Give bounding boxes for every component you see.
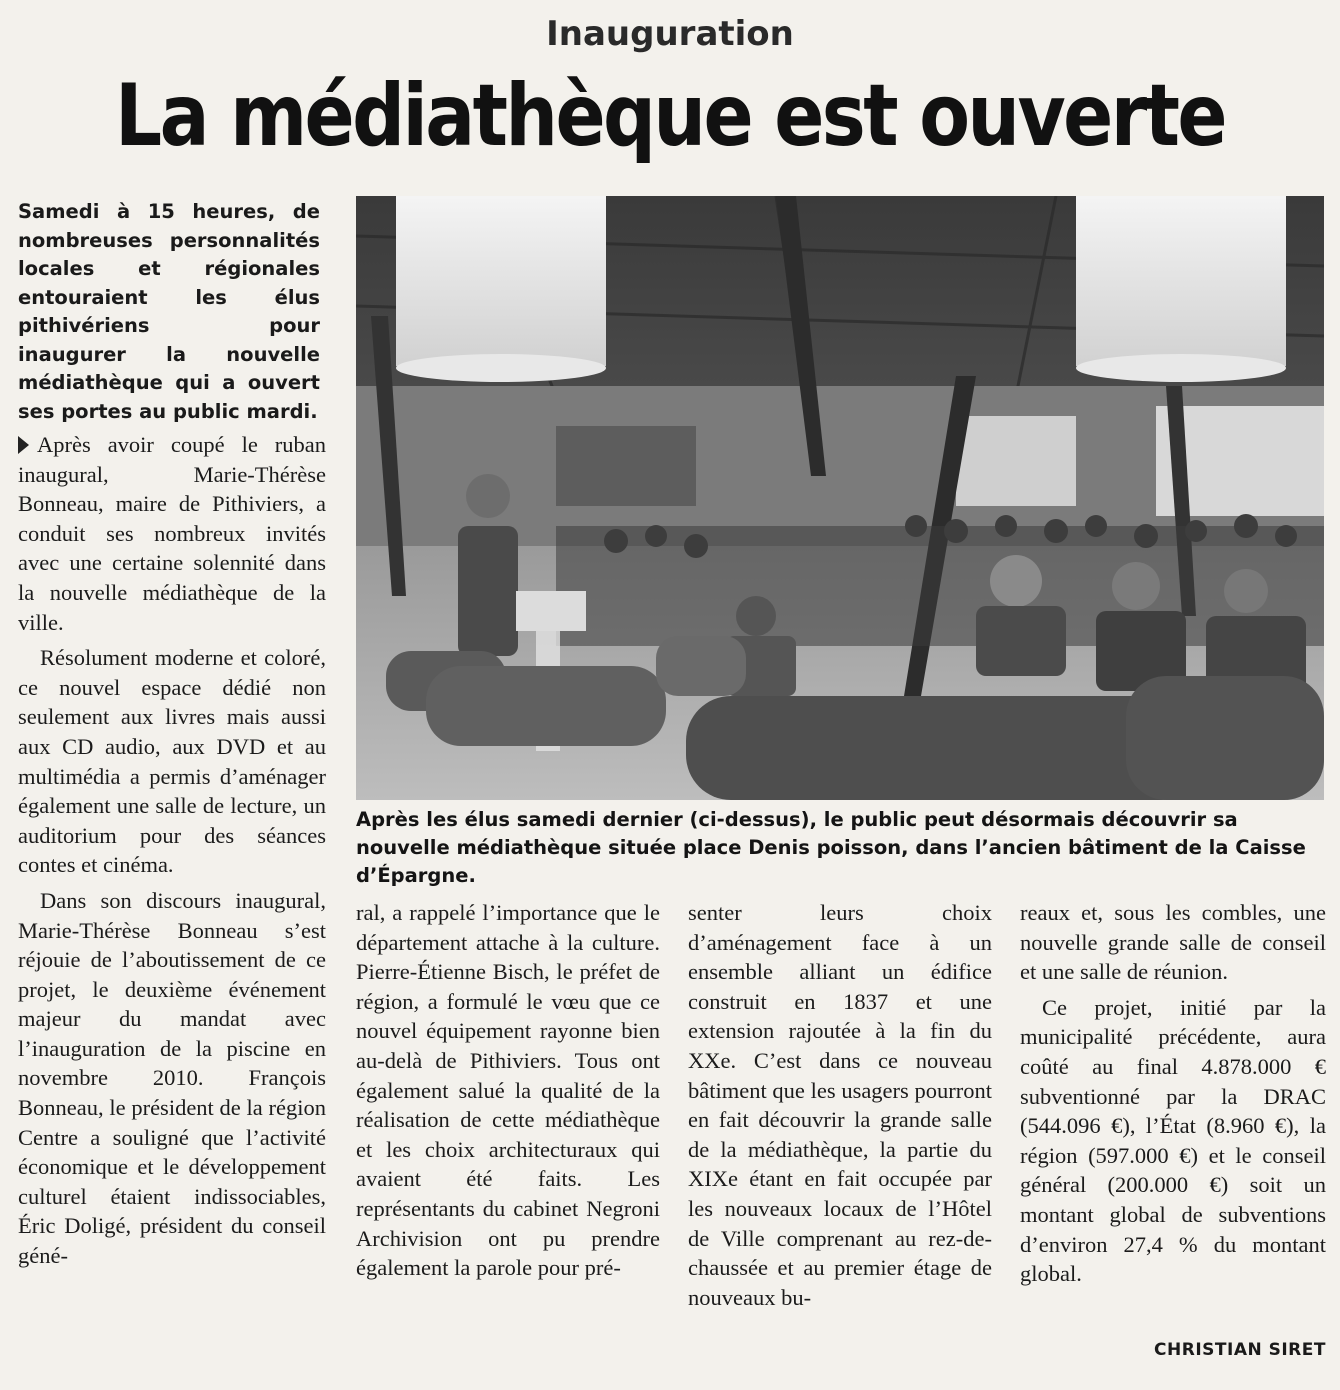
article-column-4: [1020, 898, 1326, 1295]
article-column-1: [18, 430, 326, 1277]
paragraph: Ce projet, initié par la municipalité précédente, aura coûté au final 4.878.000 € subventionné par la DRAC (544.096 €), l’État (8.960 €), la région (597.000 €) et le conseil général (200.000 €) soit un montant global de subventions d’environ 27,4 % du montant global.: [1020, 994, 1326, 1287]
inauguration-photo: [356, 196, 1324, 800]
paragraph: Résolument moderne et coloré, ce nouvel espace dédié non seulement aux livres mais aussi aux CD audio, aux DVD et au multimédia a permis d’aménager également une salle de lecture, un auditorium pour des séances contes et cinéma.: [18, 645, 326, 878]
paragraph: senter leurs choix d’aménagement face à un ensemble alliant un édifice construit en 1837 et une extension rajoutée à la fin du XXe. C’est dans ce nouveau bâtiment que les usagers pourront en fait découvrir la grande salle de la médiathèque, la partie du XIXe étant en fait occupée par les nouveaux locaux de l’Hôtel de Ville comprenant au rez-de-chaussée et au premier étage de nouveaux bu-: [688, 900, 992, 1310]
article-column-2: [356, 898, 660, 1289]
author-signature: CHRISTIAN SIRET: [1154, 1340, 1326, 1360]
paragraph: Après avoir coupé le ruban inaugural, Marie-Thérèse Bonneau, maire de Pithiviers, a conduit ses nombreux invités avec une certaine solennité dans la nouvelle médiathèque de la ville.: [18, 432, 326, 635]
photo-caption: Après les élus samedi dernier (ci-dessus), le public peut désormais découvrir sa nouvelle médiathèque située place Denis poisson, dans l’ancien bâtiment de la Caisse d’Épargne.: [356, 808, 1306, 887]
article-column-3: [688, 898, 992, 1318]
paragraph: ral, a rappelé l’importance que le département attache à la culture. Pierre-Étienne Bisch, le préfet de région, a formulé le vœu que ce nouvel équipement rayonne bien au-delà de Pithiviers. Tous ont également salué la qualité de la réalisation de cette médiathèque et les choix architecturaux qui avaient été faits. Les représentants du cabinet Negroni Archivision ont pu prendre également la parole pour pré-: [356, 900, 660, 1281]
paragraph: Dans son discours inaugural, Marie-Thérèse Bonneau s’est réjouie de l’aboutissement de ce projet, le deuxième événement majeur du mandat avec l’inauguration de la piscine en novembre 2010. François Bonneau, le président de la région Centre a souligné que l’activité économique et le développement culturel étaient indissociables, Éric Doligé, président du conseil géné-: [18, 887, 326, 1269]
paragraph-bullet-icon: [18, 436, 29, 454]
paragraph: reaux et, sous les combles, une nouvelle grande salle de conseil et une salle de réunion.: [1020, 900, 1326, 985]
article-kicker: Inauguration: [546, 14, 794, 54]
article-lead: Samedi à 15 heures, de nombreuses personnalités locales et régionales entouraient les élus pithivériens pour inaugurer la nouvelle médiathèque qui a ouvert ses portes au public mardi.: [18, 200, 320, 423]
article-headline: La médiathèque est ouverte: [115, 66, 1225, 166]
